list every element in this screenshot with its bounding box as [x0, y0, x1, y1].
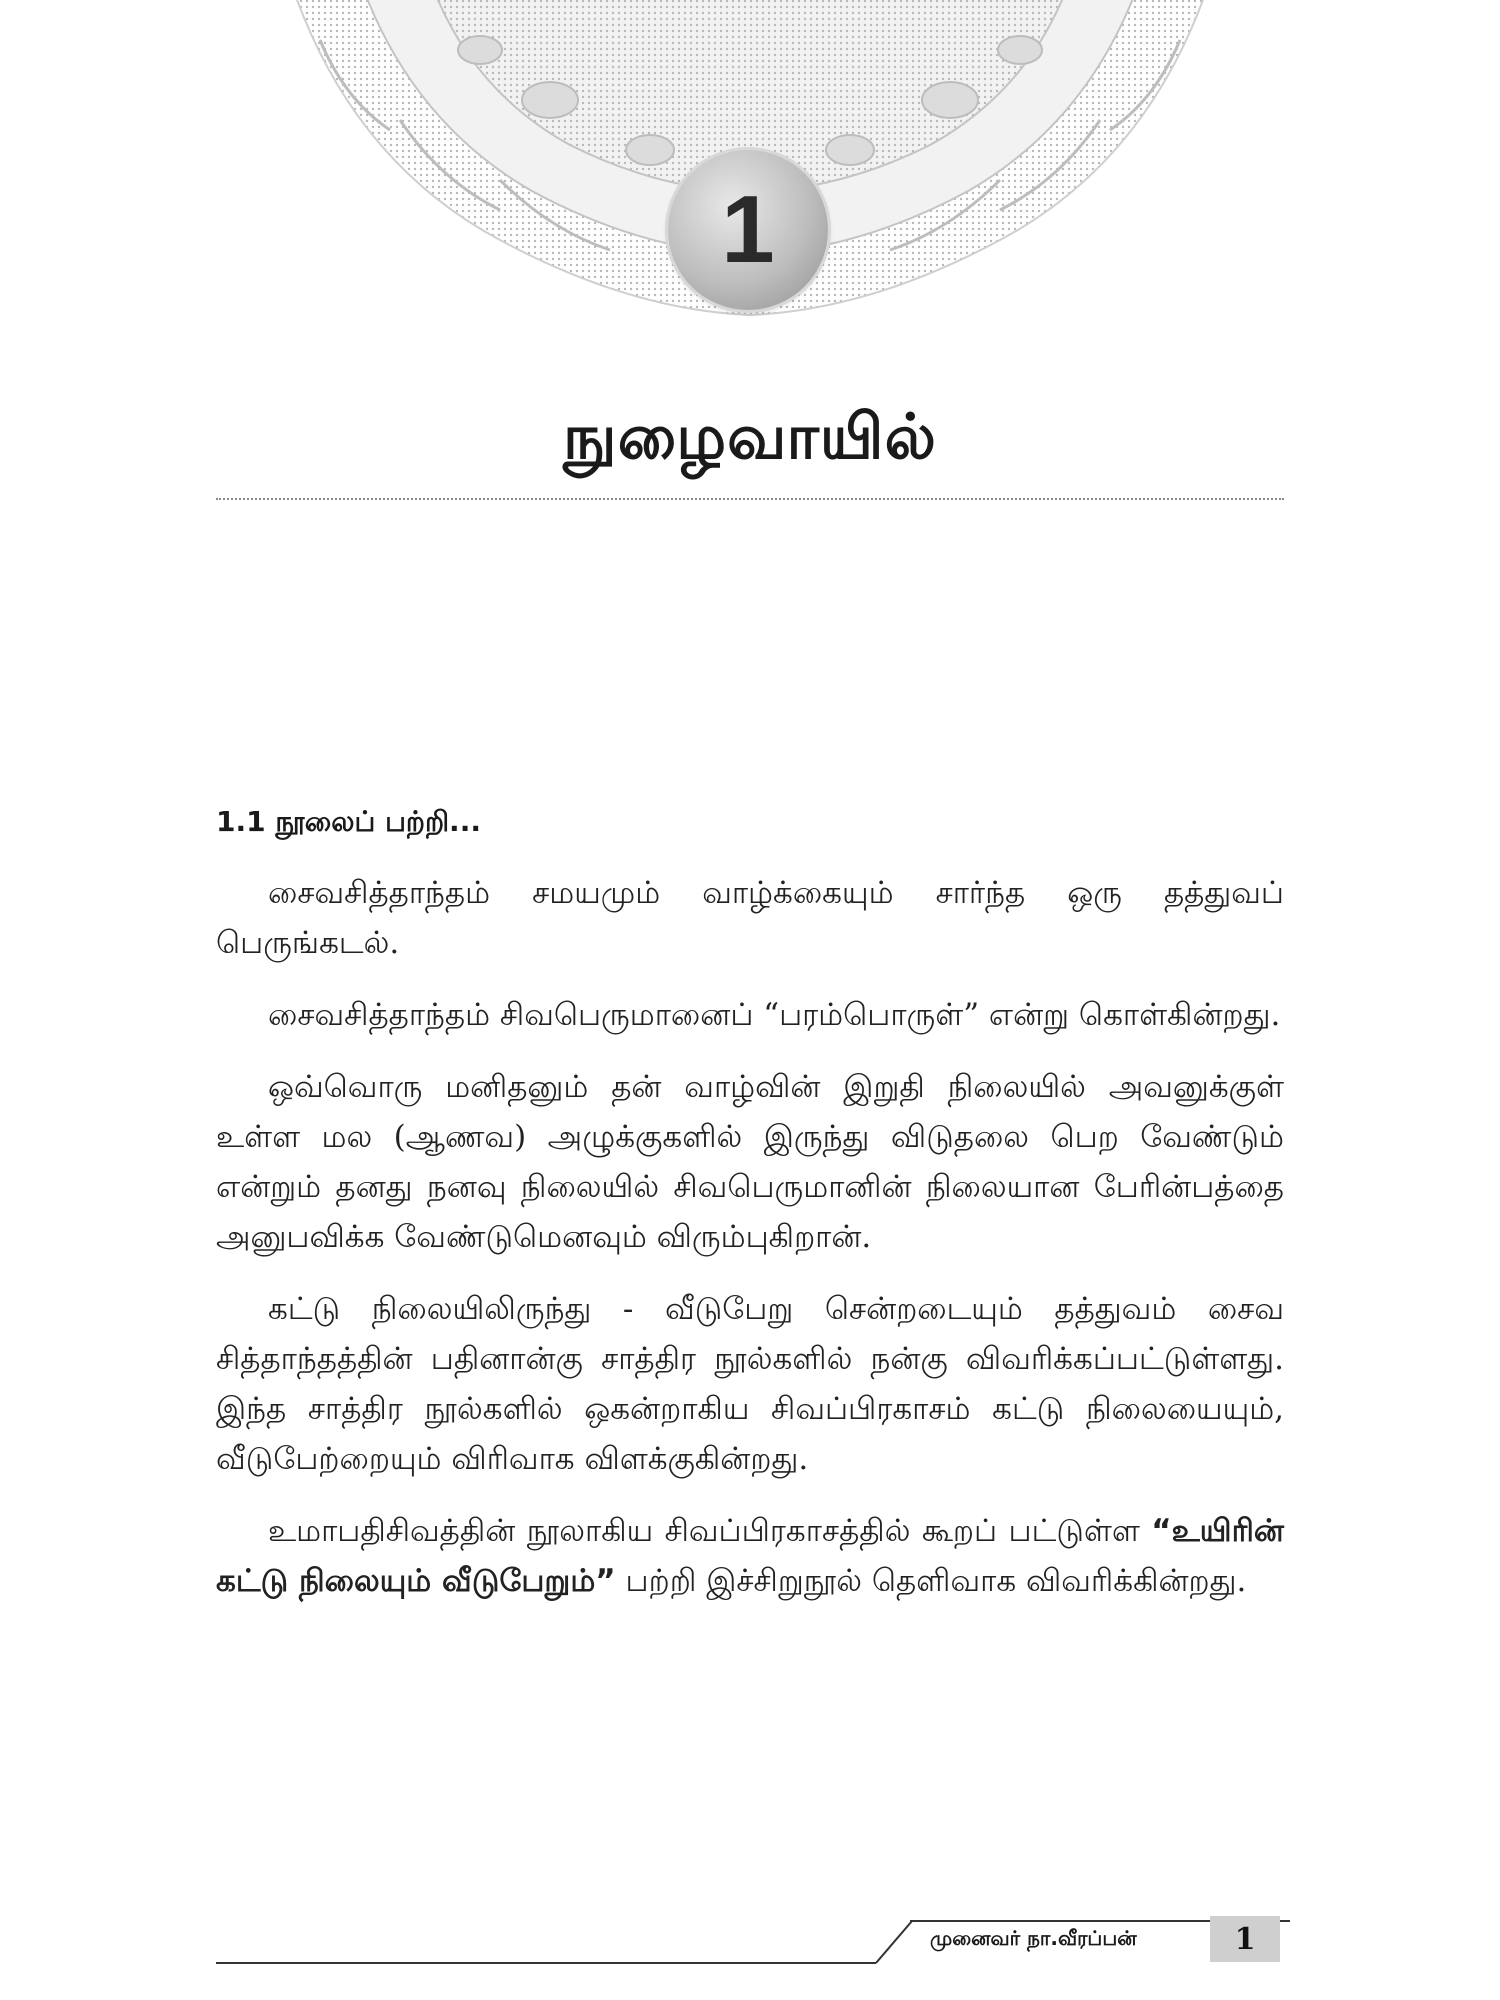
paragraph-2: சைவசித்தாந்தம் சிவபெருமானைப் “பரம்பொருள்” என்று கொள்கின்றது. — [268, 997, 1281, 1033]
page-number: 1 — [1234, 1921, 1256, 1957]
paragraph-5-start: உமாபதிசிவத்தின் நூலாகிய சிவப்பிரகாசத்தில் கூறப் பட்டுள்ள — [268, 1513, 1152, 1549]
chapter-title: நுழைவாயில் — [563, 400, 937, 473]
footer-author: முனைவர் நா.வீரப்பன் — [930, 1926, 1137, 1950]
footer-slant — [862, 1920, 922, 1964]
paragraph-5-end: பற்றி இச்சிறுநூல் தெளிவாக விவரிக்கின்றது. — [615, 1563, 1247, 1599]
title-divider — [216, 498, 1284, 500]
paragraph-5 — [216, 1506, 1284, 1606]
chapter-badge — [668, 150, 828, 310]
section-heading: 1.1 நூலைப் பற்றி... — [216, 805, 481, 838]
paragraph-3: ஒவ்வொரு மனிதனும் தன் வாழ்வின் இறுதி நிலையில் அவனுக்குள் உள்ள மல (ஆணவ) அழுக்குகளில் இருந்து விடுதலை பெற வேண்டும் என்றும் தனது நனவு நிலையில் சிவபெருமானின் நிலையான பேரின்பத்தை அனுபவிக்க வேண்டுமெனவும் விரும்புகிறான். — [216, 1069, 1284, 1255]
paragraph-5-emphasis: “உயிரின் கட்டு நிலையும் வீடுபேறும்” — [216, 1513, 1284, 1599]
chapter-number: 1 — [721, 176, 775, 283]
footer-rule — [216, 1962, 876, 1964]
paragraph-4: கட்டு நிலையிலிருந்து - வீடுபேறு சென்றடையும் தத்துவம் சைவ சித்தாந்தத்தின் பதினான்கு சாத்திர நூல்களில் நன்கு விவரிக்கப்பட்டுள்ளது. இந்த சாத்திர நூல்களில் ஒகன்றாகிய சிவப்பிரகாசம் கட்டு நிலையையும், வீடுபேற்றையும் விரிவாக விளக்குகின்றது. — [216, 1291, 1284, 1477]
body-text — [216, 868, 1284, 1628]
paragraph-1: சைவசித்தாந்தம் சமயமும் வாழ்க்கையும் சார்ந்த ஒரு தத்துவப் பெருங்கடல். — [216, 875, 1284, 961]
page-number-box — [1210, 1916, 1280, 1962]
